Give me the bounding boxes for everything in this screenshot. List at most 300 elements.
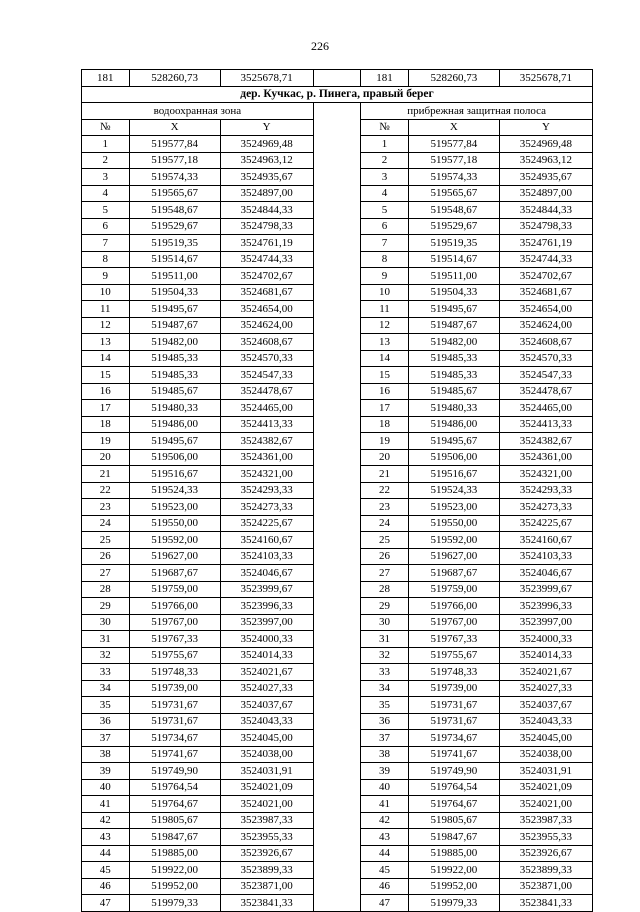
cell-num: 32 (82, 647, 130, 664)
cell-num: 31 (82, 631, 130, 648)
coastal-protective-strip-header: прибрежная защитная полоса (361, 103, 593, 120)
cell-x: 519749,90 (408, 763, 499, 780)
water-protection-zone-header: водоохранная зона (82, 103, 314, 120)
cell-x: 519687,67 (408, 565, 499, 582)
cell-y: 3524037,67 (499, 697, 592, 714)
cell-num: 18 (361, 416, 409, 433)
cell-y: 3524413,33 (499, 416, 592, 433)
cell-y: 3524031,91 (499, 763, 592, 780)
cell-y: 3523841,33 (220, 895, 313, 912)
cell-x: 519734,67 (129, 730, 220, 747)
cell-x: 519485,67 (129, 383, 220, 400)
cell-x: 528260,73 (408, 70, 499, 87)
cell-num: 28 (82, 581, 130, 598)
cell-num: 7 (82, 235, 130, 252)
cell-x: 519495,67 (129, 301, 220, 318)
page-number: 226 (311, 39, 329, 53)
cell-y: 3524000,33 (220, 631, 313, 648)
cell-y: 3524361,00 (220, 449, 313, 466)
cell-y: 3524021,67 (220, 664, 313, 681)
cell-x: 519506,00 (408, 449, 499, 466)
cell-num: 26 (82, 548, 130, 565)
cell-num: 33 (82, 664, 130, 681)
cell-x: 519487,67 (129, 317, 220, 334)
cell-x: 519952,00 (408, 878, 499, 895)
cell-num: 36 (361, 713, 409, 730)
continuation-row (82, 70, 593, 87)
cell-num: 6 (82, 218, 130, 235)
cell-y: 3524744,33 (499, 251, 592, 268)
cell-x: 519550,00 (408, 515, 499, 532)
cell-num: 17 (82, 400, 130, 417)
cell-y: 3524160,67 (220, 532, 313, 549)
cell-x: 519922,00 (408, 862, 499, 879)
cell-y: 3524761,19 (220, 235, 313, 252)
cell-x: 519577,84 (129, 136, 220, 153)
cell-y: 3524570,33 (499, 350, 592, 367)
cell-x: 519687,67 (129, 565, 220, 582)
cell-num: 35 (82, 697, 130, 714)
cell-y: 3524038,00 (220, 746, 313, 763)
cell-num: 15 (82, 367, 130, 384)
cell-y: 3523987,33 (220, 812, 313, 829)
cell-num: 29 (82, 598, 130, 615)
cell-num: 43 (82, 829, 130, 846)
cell-num: 181 (82, 70, 130, 87)
cell-x: 519627,00 (129, 548, 220, 565)
cell-y: 3524273,33 (220, 499, 313, 516)
cell-x: 519485,33 (129, 350, 220, 367)
cell-x: 519514,67 (129, 251, 220, 268)
cell-num: 23 (361, 499, 409, 516)
cell-x: 519485,67 (408, 383, 499, 400)
cell-y: 3523997,00 (499, 614, 592, 631)
cell-y: 3524702,67 (220, 268, 313, 285)
cell-x: 519495,67 (129, 433, 220, 450)
cell-y: 3524027,33 (499, 680, 592, 697)
cell-x: 519565,67 (129, 185, 220, 202)
cell-x: 519766,00 (408, 598, 499, 615)
cell-num: 8 (82, 251, 130, 268)
cell-x: 519592,00 (408, 532, 499, 549)
cell-num: 39 (361, 763, 409, 780)
cell-x: 519748,33 (129, 664, 220, 681)
cell-x: 519485,33 (408, 367, 499, 384)
cell-y: 3524547,33 (220, 367, 313, 384)
cell-num: 42 (82, 812, 130, 829)
cell-y: 3524624,00 (499, 317, 592, 334)
cell-x: 519487,67 (408, 317, 499, 334)
cell-x: 519504,33 (129, 284, 220, 301)
cell-x: 519485,33 (408, 350, 499, 367)
cell-y: 3523871,00 (499, 878, 592, 895)
cell-x: 519548,67 (129, 202, 220, 219)
cell-num: 6 (361, 218, 409, 235)
cell-num: 22 (82, 482, 130, 499)
cell-num: 181 (361, 70, 409, 87)
cell-y: 3523955,33 (499, 829, 592, 846)
cell-y: 3524021,09 (499, 779, 592, 796)
cell-x: 519514,67 (408, 251, 499, 268)
cell-x: 519524,33 (129, 482, 220, 499)
cell-num: 4 (361, 185, 409, 202)
cell-y: 3524744,33 (220, 251, 313, 268)
cell-x: 519482,00 (408, 334, 499, 351)
cell-y: 3524045,00 (499, 730, 592, 747)
cell-num: 34 (361, 680, 409, 697)
cell-x: 519734,67 (408, 730, 499, 747)
cell-x: 519885,00 (129, 845, 220, 862)
cell-x: 519979,33 (408, 895, 499, 912)
cell-x: 519741,67 (408, 746, 499, 763)
cell-x: 519524,33 (408, 482, 499, 499)
cell-y: 3524478,67 (220, 383, 313, 400)
cell-num: 30 (361, 614, 409, 631)
section-title-row (82, 86, 593, 103)
cell-x: 519739,00 (129, 680, 220, 697)
cell-x: 519519,35 (408, 235, 499, 252)
cell-num: 3 (82, 169, 130, 186)
header-x: X (129, 119, 220, 136)
cell-y: 3524382,67 (220, 433, 313, 450)
cell-y: 3524963,12 (499, 152, 592, 169)
cell-x: 519577,18 (129, 152, 220, 169)
cell-y: 3524624,00 (220, 317, 313, 334)
cell-y: 3524702,67 (499, 268, 592, 285)
cell-y: 3524103,33 (499, 548, 592, 565)
cell-num: 11 (82, 301, 130, 318)
cell-y: 3524038,00 (499, 746, 592, 763)
cell-num: 20 (361, 449, 409, 466)
cell-y: 3524225,67 (499, 515, 592, 532)
cell-y: 3524935,67 (499, 169, 592, 186)
cell-num: 40 (82, 779, 130, 796)
cell-num: 43 (361, 829, 409, 846)
gap-column (313, 103, 361, 912)
cell-y: 3523926,67 (220, 845, 313, 862)
cell-num: 29 (361, 598, 409, 615)
cell-x: 519755,67 (129, 647, 220, 664)
cell-y: 3523871,00 (220, 878, 313, 895)
cell-num: 40 (361, 779, 409, 796)
cell-num: 4 (82, 185, 130, 202)
cell-x: 519486,00 (129, 416, 220, 433)
cell-y: 3524103,33 (220, 548, 313, 565)
cell-num: 2 (361, 152, 409, 169)
cell-num: 45 (361, 862, 409, 879)
cell-x: 519755,67 (408, 647, 499, 664)
cell-y: 3524654,00 (499, 301, 592, 318)
cell-x: 519480,33 (408, 400, 499, 417)
cell-y: 3524681,67 (220, 284, 313, 301)
cell-y: 3524798,33 (220, 218, 313, 235)
cell-x: 519764,67 (129, 796, 220, 813)
cell-num: 31 (361, 631, 409, 648)
cell-y: 3524361,00 (499, 449, 592, 466)
cell-x: 519759,00 (408, 581, 499, 598)
cell-num: 24 (361, 515, 409, 532)
cell-num: 1 (82, 136, 130, 153)
cell-y: 3524293,33 (220, 482, 313, 499)
cell-y: 3524027,33 (220, 680, 313, 697)
cell-x: 519739,00 (408, 680, 499, 697)
cell-y: 3523955,33 (220, 829, 313, 846)
cell-num: 17 (361, 400, 409, 417)
cell-x: 519767,00 (129, 614, 220, 631)
cell-x: 519805,67 (129, 812, 220, 829)
cell-y: 3524321,00 (220, 466, 313, 483)
cell-num: 10 (361, 284, 409, 301)
cell-x: 519523,00 (408, 499, 499, 516)
cell-y: 3523899,33 (499, 862, 592, 879)
cell-x: 519764,67 (408, 796, 499, 813)
header-x: X (408, 119, 499, 136)
cell-x: 519847,67 (408, 829, 499, 846)
cell-num: 25 (361, 532, 409, 549)
cell-y: 3524382,67 (499, 433, 592, 450)
cell-x: 519516,67 (129, 466, 220, 483)
cell-x: 519529,67 (408, 218, 499, 235)
cell-y: 3523899,33 (220, 862, 313, 879)
cell-y: 3523997,00 (220, 614, 313, 631)
cell-num: 46 (361, 878, 409, 895)
cell-y: 3523841,33 (499, 895, 592, 912)
cell-y: 3524963,12 (220, 152, 313, 169)
cell-y: 3524021,09 (220, 779, 313, 796)
cell-y: 3524844,33 (220, 202, 313, 219)
cell-x: 519847,67 (129, 829, 220, 846)
cell-y: 3524547,33 (499, 367, 592, 384)
cell-y: 3524021,00 (220, 796, 313, 813)
cell-y: 3524021,67 (499, 664, 592, 681)
cell-x: 519511,00 (408, 268, 499, 285)
cell-x: 519495,67 (408, 433, 499, 450)
cell-x: 519731,67 (408, 697, 499, 714)
cell-num: 12 (82, 317, 130, 334)
cell-num: 34 (82, 680, 130, 697)
cell-y: 3524465,00 (499, 400, 592, 417)
cell-x: 519885,00 (408, 845, 499, 862)
cell-y: 3524478,67 (499, 383, 592, 400)
cell-y: 3524570,33 (220, 350, 313, 367)
cell-num: 5 (361, 202, 409, 219)
cell-x: 519529,67 (129, 218, 220, 235)
cell-x: 519767,00 (408, 614, 499, 631)
cell-y: 3524014,33 (499, 647, 592, 664)
cell-x: 519574,33 (408, 169, 499, 186)
cell-num: 41 (361, 796, 409, 813)
cell-x: 519506,00 (129, 449, 220, 466)
cell-x: 519759,00 (129, 581, 220, 598)
cell-y: 3525678,71 (499, 70, 592, 87)
cell-num: 27 (361, 565, 409, 582)
cell-num: 22 (361, 482, 409, 499)
header-num: № (361, 119, 409, 136)
cell-num: 20 (82, 449, 130, 466)
cell-num: 13 (82, 334, 130, 351)
cell-x: 519805,67 (408, 812, 499, 829)
cell-num: 36 (82, 713, 130, 730)
cell-num: 8 (361, 251, 409, 268)
cell-num: 39 (82, 763, 130, 780)
cell-y: 3523999,67 (499, 581, 592, 598)
cell-x: 519748,33 (408, 664, 499, 681)
cell-y: 3524413,33 (220, 416, 313, 433)
cell-num: 28 (361, 581, 409, 598)
cell-y: 3523926,67 (499, 845, 592, 862)
cell-num: 16 (82, 383, 130, 400)
cell-num: 19 (82, 433, 130, 450)
cell-num: 44 (361, 845, 409, 862)
cell-x: 519592,00 (129, 532, 220, 549)
cell-y: 3524654,00 (220, 301, 313, 318)
cell-y: 3523999,67 (220, 581, 313, 598)
cell-y: 3524021,00 (499, 796, 592, 813)
cell-x: 519519,35 (129, 235, 220, 252)
header-num: № (82, 119, 130, 136)
cell-num: 12 (361, 317, 409, 334)
cell-num: 15 (361, 367, 409, 384)
cell-y: 3524798,33 (499, 218, 592, 235)
cell-x: 519565,67 (408, 185, 499, 202)
cell-x: 519749,90 (129, 763, 220, 780)
cell-y: 3524160,67 (499, 532, 592, 549)
cell-x: 519731,67 (129, 697, 220, 714)
cell-num: 21 (82, 466, 130, 483)
cell-num: 14 (82, 350, 130, 367)
cell-y: 3524031,91 (220, 763, 313, 780)
cell-num: 47 (361, 895, 409, 912)
cell-num: 41 (82, 796, 130, 813)
cell-x: 519577,18 (408, 152, 499, 169)
cell-y: 3524014,33 (220, 647, 313, 664)
cell-x: 519767,33 (408, 631, 499, 648)
header-y: Y (499, 119, 592, 136)
cell-num: 32 (361, 647, 409, 664)
cell-num: 27 (82, 565, 130, 582)
cell-y: 3525678,71 (220, 70, 313, 87)
cell-x: 519548,67 (408, 202, 499, 219)
cell-num: 18 (82, 416, 130, 433)
cell-y: 3524225,67 (220, 515, 313, 532)
cell-num: 1 (361, 136, 409, 153)
cell-y: 3524608,67 (220, 334, 313, 351)
cell-num: 23 (82, 499, 130, 516)
cell-num: 5 (82, 202, 130, 219)
cell-num: 38 (82, 746, 130, 763)
cell-y: 3524273,33 (499, 499, 592, 516)
cell-y: 3524000,33 (499, 631, 592, 648)
cell-num: 14 (361, 350, 409, 367)
cell-y: 3524608,67 (499, 334, 592, 351)
cell-x: 519511,00 (129, 268, 220, 285)
cell-x: 528260,73 (129, 70, 220, 87)
cell-x: 519480,33 (129, 400, 220, 417)
cell-y: 3524046,67 (499, 565, 592, 582)
cell-y: 3524897,00 (499, 185, 592, 202)
cell-num: 46 (82, 878, 130, 895)
gap-cell (313, 70, 361, 87)
cell-num: 37 (361, 730, 409, 747)
cell-x: 519979,33 (129, 895, 220, 912)
cell-num: 25 (82, 532, 130, 549)
cell-x: 519627,00 (408, 548, 499, 565)
cell-y: 3524465,00 (220, 400, 313, 417)
cell-num: 2 (82, 152, 130, 169)
cell-y: 3524969,48 (220, 136, 313, 153)
cell-x: 519504,33 (408, 284, 499, 301)
cell-y: 3524844,33 (499, 202, 592, 219)
header-y: Y (220, 119, 313, 136)
cell-num: 7 (361, 235, 409, 252)
cell-x: 519550,00 (129, 515, 220, 532)
cell-y: 3524935,67 (220, 169, 313, 186)
cell-x: 519952,00 (129, 878, 220, 895)
cell-y: 3524037,67 (220, 697, 313, 714)
cell-y: 3523996,33 (220, 598, 313, 615)
cell-num: 47 (82, 895, 130, 912)
cell-num: 37 (82, 730, 130, 747)
cell-num: 9 (82, 268, 130, 285)
cell-num: 3 (361, 169, 409, 186)
cell-num: 21 (361, 466, 409, 483)
cell-num: 13 (361, 334, 409, 351)
cell-num: 38 (361, 746, 409, 763)
cell-y: 3524321,00 (499, 466, 592, 483)
cell-y: 3524897,00 (220, 185, 313, 202)
cell-y: 3524969,48 (499, 136, 592, 153)
cell-y: 3524046,67 (220, 565, 313, 582)
cell-num: 35 (361, 697, 409, 714)
cell-y: 3524761,19 (499, 235, 592, 252)
cell-num: 9 (361, 268, 409, 285)
cell-x: 519485,33 (129, 367, 220, 384)
cell-num: 26 (361, 548, 409, 565)
cell-num: 44 (82, 845, 130, 862)
coordinates-table (81, 69, 593, 912)
cell-x: 519523,00 (129, 499, 220, 516)
cell-num: 24 (82, 515, 130, 532)
section-title: дер. Кучкас, р. Пинега, правый берег (82, 86, 593, 103)
cell-y: 3523996,33 (499, 598, 592, 615)
cell-y: 3524681,67 (499, 284, 592, 301)
cell-num: 45 (82, 862, 130, 879)
cell-x: 519922,00 (129, 862, 220, 879)
cell-num: 33 (361, 664, 409, 681)
cell-x: 519486,00 (408, 416, 499, 433)
cell-x: 519741,67 (129, 746, 220, 763)
cell-x: 519766,00 (129, 598, 220, 615)
zone-header-row (82, 103, 593, 120)
cell-num: 19 (361, 433, 409, 450)
cell-x: 519516,67 (408, 466, 499, 483)
cell-y: 3524043,33 (499, 713, 592, 730)
cell-x: 519495,67 (408, 301, 499, 318)
cell-num: 30 (82, 614, 130, 631)
cell-y: 3524045,00 (220, 730, 313, 747)
cell-x: 519482,00 (129, 334, 220, 351)
cell-num: 11 (361, 301, 409, 318)
cell-x: 519764,54 (408, 779, 499, 796)
cell-x: 519574,33 (129, 169, 220, 186)
cell-x: 519731,67 (408, 713, 499, 730)
cell-y: 3524293,33 (499, 482, 592, 499)
cell-x: 519577,84 (408, 136, 499, 153)
cell-x: 519764,54 (129, 779, 220, 796)
cell-num: 10 (82, 284, 130, 301)
cell-x: 519731,67 (129, 713, 220, 730)
cell-y: 3523987,33 (499, 812, 592, 829)
